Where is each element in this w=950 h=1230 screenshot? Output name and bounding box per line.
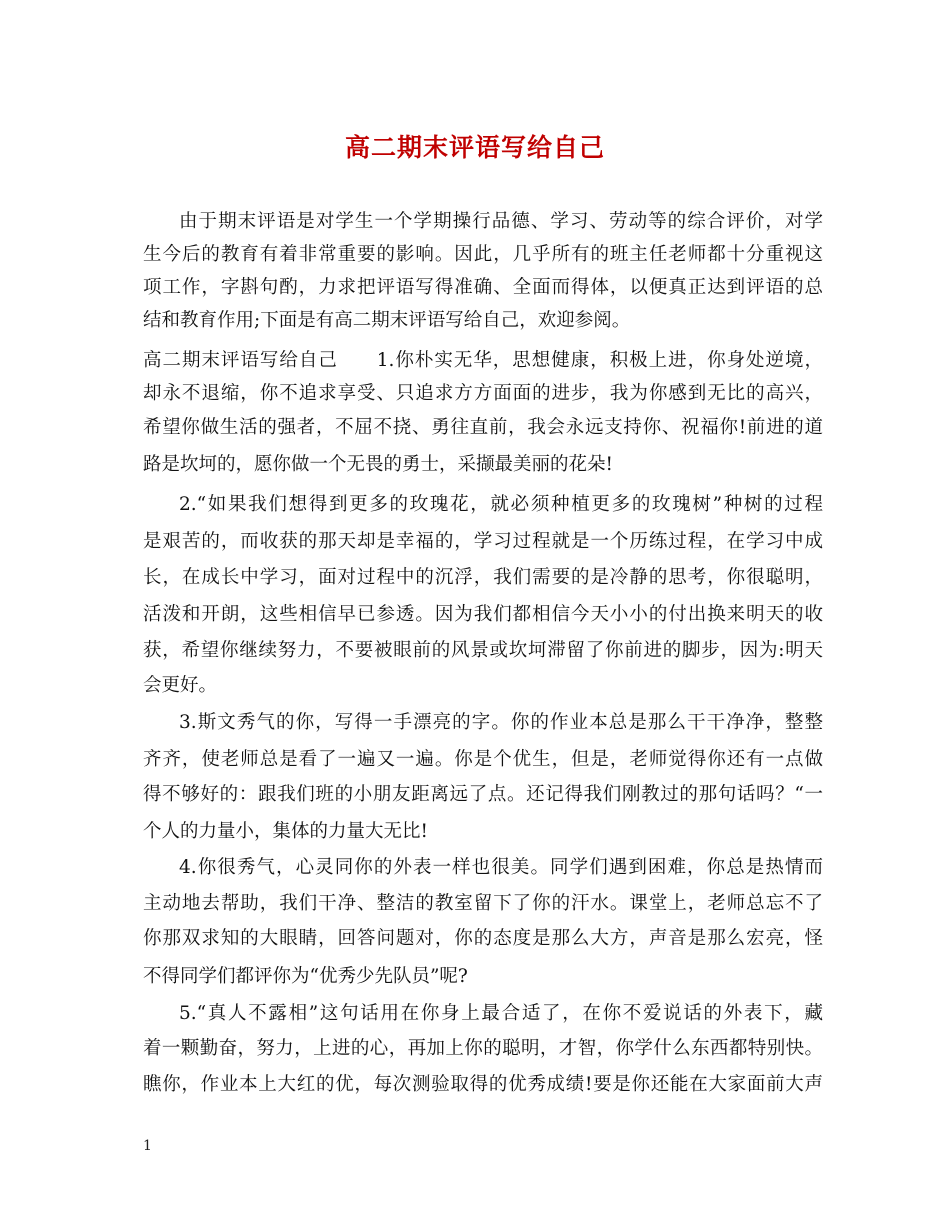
text-line: 路是坎坷的，愿你做一个无畏的勇士，采撷最美丽的花朵!	[143, 454, 613, 475]
text-line: 个人的力量小，集体的力量大无比!	[143, 821, 428, 842]
text-line: 长，在成长中学习，面对过程中的沉浮，我们需要的是冷静的思考，你很聪明，	[143, 567, 823, 588]
document-title: 高二期末评语写给自己	[344, 133, 605, 162]
text-line: 是艰苦的，而收获的那天却是幸福的，学习过程就是一个历练过程，在学习中成	[143, 531, 823, 552]
text-line: 4.你很秀气，心灵同你的外表一样也很美。同学们遇到困难，你总是热情而	[179, 857, 823, 878]
text-line: 项工作，字斟句酌，力求把评语写得准确、全面而得体，以便真正达到评语的总	[143, 277, 823, 298]
text-line: 齐齐，使老师总是看了一遍又一遍。你是个优生，但是，老师觉得你还有一点做	[143, 749, 823, 770]
text-line: 你那双求知的大眼睛，回答问题对，你的态度是那么大方，声音是那么宏亮，怪	[143, 928, 823, 949]
text-line: 得不够好的：跟我们班的小朋友距离远了点。还记得我们刚教过的那句话吗？“一	[143, 784, 823, 805]
text-line: 2.“如果我们想得到更多的玫瑰花，就必须种植更多的玫瑰树”种树的过程	[179, 494, 823, 515]
text-line: 会更好。	[143, 675, 218, 696]
text-line: 由于期末评语是对学生一个学期操行品德、学习、劳动等的综合评价，对学	[179, 211, 823, 232]
text-line: 瞧你，作业本上大红的优，每次测验取得的优秀成绩!要是你还能在大家面前大声	[143, 1074, 823, 1095]
text-line: 主动地去帮助，我们干净、整洁的教室留下了你的汗水。课堂上，老师总忘不了	[143, 893, 823, 914]
text-line: 高二期末评语写给自己 1.你朴实无华，思想健康，积极上进，你身处逆境，	[143, 350, 823, 371]
text-line: 不得同学们都评你为“优秀少先队员”呢?	[143, 966, 468, 987]
text-line: 希望你做生活的强者，不屈不挠、勇往直前，我会永远支持你、祝福你!前进的道	[143, 417, 823, 438]
text-line: 3.斯文秀气的你，写得一手漂亮的字。你的作业本总是那么干干净净，整整	[179, 712, 823, 733]
text-line: 着一颗勤奋，努力，上进的心，再加上你的聪明，才智，你学什么东西都特别快。	[143, 1038, 823, 1059]
text-line: 5.“真人不露相”这句话用在你身上最合适了，在你不爱说话的外表下，藏	[179, 1003, 823, 1024]
text-line: 生今后的教育有着非常重要的影响。因此，几乎所有的班主任老师都十分重视这	[143, 244, 823, 265]
text-line: 活泼和开朗，这些相信早已参透。因为我们都相信今天小小的付出换来明天的收	[143, 604, 823, 625]
text-line: 结和教育作用;下面是有高二期末评语写给自己，欢迎参阅。	[143, 310, 631, 331]
page-number: 1	[143, 1138, 152, 1154]
text-line: 却永不退缩，你不追求享受、只追求方方面面的进步，我为你感到无比的高兴，	[143, 383, 823, 404]
text-line: 获，希望你继续努力，不要被眼前的风景或坎坷滞留了你前进的脚步，因为:明天	[143, 640, 823, 661]
